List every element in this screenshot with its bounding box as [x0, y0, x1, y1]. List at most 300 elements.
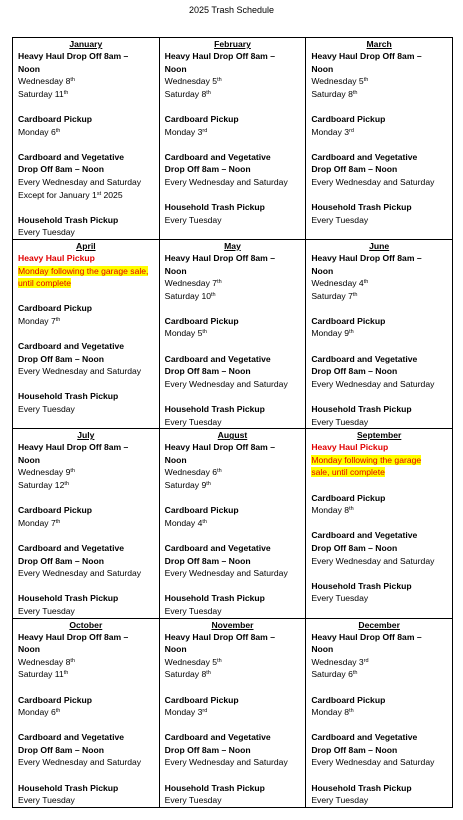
schedule-line: [311, 214, 447, 227]
schedule-text: Cardboard Pickup: [18, 303, 93, 314]
month-cell-february: [159, 38, 306, 240]
schedule-line: [18, 302, 154, 315]
schedule-text: Every Wednesday and Saturday: [164, 568, 288, 579]
schedule-row: [13, 239, 453, 428]
schedule-text: Every Wednesday and Saturday: [18, 366, 142, 377]
month-cell-april: [13, 239, 160, 428]
schedule-text: Wednesday 8: [18, 656, 71, 667]
schedule-text: Every Wednesday and Saturday: [311, 757, 435, 768]
schedule-line: [18, 605, 154, 618]
schedule-line: [165, 756, 301, 769]
schedule-text: Cardboard and Vegetative: [164, 542, 271, 553]
schedule-line: [165, 694, 301, 707]
schedule-text: Cardboard and Vegetative: [164, 151, 271, 162]
schedule-line: [18, 151, 154, 164]
schedule-text: Heavy Haul Drop Off 8am –: [18, 631, 129, 642]
ordinal-suffix: th: [202, 329, 207, 336]
schedule-line: [311, 327, 447, 340]
schedule-line: [18, 63, 154, 76]
schedule-line: [311, 63, 447, 76]
schedule-line: [18, 126, 154, 139]
spacer: [18, 492, 154, 505]
schedule-line: [165, 75, 301, 88]
schedule-line: [18, 479, 154, 492]
schedule-text: Cardboard Pickup: [18, 113, 93, 124]
spacer: [18, 201, 154, 214]
spacer: [165, 719, 301, 732]
schedule-line: [165, 605, 301, 618]
schedule-text: Every Wednesday and Saturday: [164, 757, 288, 768]
schedule-line: [311, 75, 447, 88]
schedule-text: Wednesday 4: [311, 278, 364, 289]
schedule-line: [311, 365, 447, 378]
schedule-line: [18, 504, 154, 517]
schedule-text: Every Tuesday: [311, 416, 369, 427]
ordinal-suffix: th: [206, 670, 211, 677]
schedule-line: [18, 353, 154, 366]
schedule-text: Drop Off 8am – Noon: [18, 164, 104, 175]
schedule-line: [311, 252, 447, 265]
spacer: [18, 327, 154, 340]
schedule-line: [165, 479, 301, 492]
schedule-text: Wednesday 8: [18, 76, 71, 87]
schedule-line: [165, 731, 301, 744]
schedule-text: Heavy Haul Drop Off 8am –: [164, 252, 275, 263]
month-cell-november: [159, 618, 306, 807]
schedule-line: [165, 656, 301, 669]
schedule-text: Drop Off 8am – Noon: [311, 164, 398, 175]
schedule-text: Every Tuesday: [18, 404, 75, 415]
month-heading: January: [69, 39, 103, 49]
schedule-line: [165, 466, 301, 479]
schedule-text: Wednesday 5: [164, 76, 218, 87]
ordinal-suffix: rd: [363, 657, 369, 664]
schedule-text: Every Tuesday: [18, 605, 75, 616]
month-heading: March: [366, 39, 392, 49]
schedule-text: Cardboard Pickup: [311, 113, 386, 124]
spacer: [165, 302, 301, 315]
schedule-line: [18, 88, 154, 101]
schedule-line: [18, 542, 154, 555]
schedule-text: Cardboard Pickup: [164, 113, 239, 124]
schedule-text: Drop Off 8am – Noon: [311, 744, 398, 755]
schedule-text: Saturday 12: [18, 480, 65, 490]
schedule-line: [165, 265, 301, 278]
schedule-row: [13, 618, 453, 807]
spacer: [18, 138, 154, 151]
schedule-line: [311, 265, 447, 278]
schedule-text: Household Trash Pickup: [164, 782, 265, 793]
month-heading: October: [69, 619, 103, 630]
schedule-line: [165, 327, 301, 340]
schedule-line: [18, 555, 154, 568]
schedule-text: Every Tuesday: [311, 593, 369, 604]
schedule-line: [18, 189, 154, 202]
schedule-text: Every Wednesday and Saturday: [18, 176, 142, 187]
spacer: [311, 340, 447, 353]
schedule-line: [165, 163, 301, 176]
schedule-line: [165, 517, 301, 530]
schedule-text: Drop Off 8am – Noon: [18, 353, 104, 364]
spacer: [18, 580, 154, 593]
schedule-text: Household Trash Pickup: [311, 202, 412, 213]
spacer: [165, 340, 301, 353]
schedule-line: [165, 176, 301, 189]
schedule-line: [18, 214, 154, 227]
schedule-line: [165, 592, 301, 605]
schedule-text: Monday 8: [311, 505, 350, 516]
schedule-text: Household Trash Pickup: [18, 782, 119, 793]
schedule-row: [13, 429, 453, 618]
schedule-text: Except for January 1: [18, 189, 97, 200]
schedule-text: Household Trash Pickup: [311, 580, 412, 591]
schedule-text: Drop Off 8am – Noon: [311, 542, 398, 553]
schedule-line: [311, 756, 447, 769]
schedule-line: [18, 176, 154, 189]
month-cell-december: [306, 618, 453, 807]
ordinal-suffix: th: [211, 291, 216, 298]
schedule-line: [165, 201, 301, 214]
schedule-line: [18, 441, 154, 454]
month-cell-july: [13, 429, 160, 618]
schedule-text: Wednesday 6: [164, 467, 218, 478]
spacer: [165, 580, 301, 593]
schedule-text: Cardboard Pickup: [311, 492, 386, 503]
schedule-line: [18, 365, 154, 378]
schedule-line: [165, 631, 301, 644]
schedule-line: [311, 555, 447, 568]
schedule-text: Every Tuesday: [164, 795, 222, 806]
schedule-line: [18, 731, 154, 744]
schedule-line: [311, 378, 447, 391]
schedule-line: [18, 631, 154, 644]
schedule-text: Every Wednesday and Saturday: [18, 568, 142, 579]
schedule-line: [165, 365, 301, 378]
schedule-text: Noon: [18, 454, 40, 465]
spacer: [311, 719, 447, 732]
spacer: [311, 567, 447, 580]
month-cell-january: [13, 38, 160, 240]
schedule-text: Drop Off 8am – Noon: [164, 366, 251, 377]
schedule-text: Every Tuesday: [164, 416, 222, 427]
schedule-text: Noon: [18, 644, 40, 655]
schedule-text: Monday 9: [311, 328, 350, 339]
schedule-text-suffix: 2025: [101, 189, 123, 200]
schedule-line: [165, 126, 301, 139]
schedule-text: Every Wednesday and Saturday: [164, 378, 288, 389]
month-cell-march: [306, 38, 453, 240]
schedule-line: [18, 390, 154, 403]
schedule-text: Every Wednesday and Saturday: [311, 176, 435, 187]
schedule-line: [311, 201, 447, 214]
schedule-text: Cardboard and Vegetative: [311, 530, 418, 541]
ordinal-suffix: th: [352, 291, 358, 298]
spacer: [18, 290, 154, 303]
schedule-text: Wednesday 3: [311, 656, 364, 667]
schedule-line: [311, 353, 447, 366]
ordinal-suffix: th: [363, 77, 369, 84]
schedule-text: Household Trash Pickup: [311, 782, 412, 793]
schedule-line: [165, 290, 301, 303]
month-cell-may: [159, 239, 306, 428]
schedule-text: Monday 6: [18, 126, 56, 137]
schedule-line: [18, 226, 154, 239]
spacer: [311, 390, 447, 403]
schedule-line: [18, 252, 154, 265]
month-heading: February: [214, 39, 251, 49]
schedule-line: [165, 403, 301, 416]
schedule-line: [165, 504, 301, 517]
schedule-line: [18, 756, 154, 769]
schedule-text: Every Wednesday and Saturday: [164, 176, 288, 187]
schedule-text: Monday 3: [164, 126, 203, 137]
schedule-line: [165, 542, 301, 555]
schedule-line: [165, 416, 301, 429]
schedule-text: Cardboard and Vegetative: [164, 353, 271, 364]
schedule-text: Cardboard and Vegetative: [18, 732, 125, 743]
schedule-text: Monday following the garage: [311, 454, 422, 465]
schedule-text: Drop Off 8am – Noon: [18, 744, 104, 755]
schedule-text: Saturday 9: [164, 480, 207, 490]
ordinal-suffix: th: [55, 127, 61, 134]
schedule-line: [165, 378, 301, 391]
ordinal-suffix: th: [349, 329, 354, 336]
schedule-line: [311, 782, 447, 795]
spacer: [311, 479, 447, 492]
schedule-text: Heavy Haul Drop Off 8am –: [18, 442, 129, 453]
schedule-text: Noon: [18, 63, 40, 74]
month-cell-september: [306, 429, 453, 618]
schedule-line: [165, 63, 301, 76]
schedule-line: [311, 643, 447, 656]
spacer: [18, 378, 154, 391]
schedule-line: [165, 441, 301, 454]
spacer: [18, 681, 154, 694]
page-title: 2025 Trash Schedule: [188, 5, 275, 15]
schedule-text: Monday 3: [311, 126, 350, 137]
schedule-line: [18, 592, 154, 605]
schedule-text: Monday 5: [164, 328, 203, 339]
month-heading: August: [217, 430, 248, 441]
ordinal-suffix: th: [63, 89, 69, 96]
schedule-text: Monday following the garage sale,: [18, 265, 149, 276]
spacer: [311, 100, 447, 113]
schedule-text: Monday 8: [311, 707, 350, 718]
schedule-text: Drop Off 8am – Noon: [311, 366, 398, 377]
ordinal-suffix: th: [363, 279, 369, 286]
schedule-text: Every Wednesday and Saturday: [18, 757, 142, 768]
schedule-text: Saturday 7: [311, 290, 353, 301]
schedule-line: [311, 631, 447, 644]
schedule-line: [165, 782, 301, 795]
schedule-line: [311, 656, 447, 669]
ordinal-suffix: th: [352, 89, 358, 96]
schedule-text: Cardboard Pickup: [164, 694, 239, 705]
schedule-line: [311, 290, 447, 303]
schedule-text: Saturday 8: [164, 88, 207, 99]
schedule-text: Noon: [311, 265, 334, 276]
schedule-text: Household Trash Pickup: [18, 214, 119, 225]
ordinal-suffix: rd: [202, 708, 208, 715]
schedule-table: [12, 37, 453, 808]
spacer: [165, 138, 301, 151]
spacer: [311, 517, 447, 530]
schedule-line: [165, 50, 301, 63]
schedule-line: [311, 163, 447, 176]
ordinal-suffix: th: [206, 481, 211, 487]
schedule-text: Cardboard Pickup: [164, 505, 239, 516]
schedule-text: Heavy Haul Drop Off 8am –: [164, 51, 275, 61]
schedule-text: Cardboard Pickup: [18, 694, 93, 705]
ordinal-suffix: th: [70, 657, 75, 664]
schedule-line: [165, 277, 301, 290]
schedule-text: Every Tuesday: [164, 214, 222, 225]
schedule-line: [165, 113, 301, 126]
ordinal-suffix: rd: [202, 127, 208, 134]
schedule-text: Wednesday 5: [311, 76, 364, 87]
spacer: [311, 769, 447, 782]
schedule-text: Monday 7: [18, 315, 56, 326]
schedule-line: [311, 50, 447, 63]
ordinal-suffix: th: [352, 670, 358, 677]
month-heading: December: [358, 619, 400, 630]
schedule-line: [165, 88, 301, 101]
schedule-line: [311, 744, 447, 757]
schedule-text: Heavy Haul Drop Off 8am –: [311, 51, 422, 61]
schedule-line: [165, 252, 301, 265]
schedule-line: [18, 643, 154, 656]
spacer: [311, 302, 447, 315]
ordinal-suffix: th: [349, 506, 354, 513]
schedule-text: Monday 3: [164, 707, 203, 718]
schedule-text: Every Wednesday and Saturday: [311, 378, 435, 389]
schedule-line: [311, 126, 447, 139]
schedule-line: [165, 668, 301, 681]
schedule-text: Monday 4: [164, 517, 203, 528]
schedule-line: [18, 50, 154, 63]
schedule-line: [165, 454, 301, 467]
schedule-text: Every Tuesday: [164, 605, 222, 616]
schedule-line: [18, 277, 154, 290]
month-cell-june: [306, 239, 453, 428]
spacer: [18, 719, 154, 732]
schedule-text: Cardboard and Vegetative: [311, 151, 418, 162]
schedule-text: Noon: [164, 265, 187, 276]
schedule-text: Saturday 8: [164, 669, 207, 680]
spacer: [165, 189, 301, 202]
schedule-line: [18, 744, 154, 757]
schedule-line: [18, 163, 154, 176]
ordinal-suffix: th: [217, 279, 222, 286]
month-heading: November: [211, 619, 254, 630]
schedule-line: [311, 694, 447, 707]
month-cell-october: [13, 618, 160, 807]
schedule-text: Cardboard and Vegetative: [18, 542, 125, 553]
schedule-line: [165, 353, 301, 366]
schedule-line: [18, 668, 154, 681]
schedule-line: [18, 706, 154, 719]
schedule-line: [18, 403, 154, 416]
schedule-line: [311, 668, 447, 681]
schedule-text: Household Trash Pickup: [311, 404, 412, 415]
schedule-line: [311, 403, 447, 416]
schedule-line: [311, 466, 447, 479]
ordinal-suffix: th: [206, 89, 211, 96]
schedule-line: [165, 151, 301, 164]
schedule-text: Wednesday 7: [164, 278, 218, 289]
schedule-line: [311, 794, 447, 807]
ordinal-suffix: th: [63, 670, 69, 677]
ordinal-suffix: th: [217, 657, 222, 664]
schedule-text: Cardboard Pickup: [311, 694, 386, 705]
schedule-line: [165, 555, 301, 568]
schedule-text: Drop Off 8am – Noon: [164, 555, 251, 566]
schedule-line: [311, 492, 447, 505]
schedule-line: [165, 794, 301, 807]
schedule-text: Household Trash Pickup: [164, 593, 265, 604]
schedule-line: [311, 731, 447, 744]
schedule-line: [311, 592, 447, 605]
schedule-line: [165, 744, 301, 757]
schedule-text: Household Trash Pickup: [164, 202, 265, 213]
schedule-text: Wednesday 9: [18, 467, 71, 478]
schedule-line: [18, 75, 154, 88]
spacer: [18, 529, 154, 542]
spacer: [18, 769, 154, 782]
ordinal-suffix: th: [349, 708, 354, 715]
schedule-line: [311, 176, 447, 189]
schedule-text: Noon: [164, 454, 187, 465]
schedule-line: [311, 416, 447, 429]
schedule-text: until complete: [18, 278, 72, 289]
schedule-text: Cardboard Pickup: [18, 505, 93, 516]
schedule-text: Noon: [311, 644, 334, 655]
schedule-text: Saturday 6: [311, 669, 353, 680]
schedule-text: Cardboard Pickup: [164, 315, 239, 326]
schedule-line: [18, 694, 154, 707]
schedule-text: Saturday 8: [311, 88, 353, 99]
ordinal-suffix: rd: [349, 127, 354, 134]
ordinal-suffix: th: [70, 468, 75, 475]
ordinal-suffix: th: [55, 518, 61, 525]
schedule-line: [18, 315, 154, 328]
schedule-text: Every Tuesday: [311, 214, 369, 225]
schedule-text: sale, until complete: [311, 467, 385, 478]
schedule-text: Household Trash Pickup: [18, 593, 119, 604]
ordinal-suffix: th: [202, 518, 207, 525]
schedule-line: [311, 542, 447, 555]
schedule-text: Noon: [164, 63, 187, 74]
month-cell-august: [159, 429, 306, 618]
spacer: [18, 100, 154, 113]
schedule-text: Drop Off 8am – Noon: [164, 164, 251, 175]
schedule-line: [18, 340, 154, 353]
schedule-text: Monday 7: [18, 517, 56, 528]
month-heading: September: [356, 430, 402, 441]
schedule-text: Every Tuesday: [311, 795, 369, 806]
schedule-line: [311, 151, 447, 164]
schedule-line: [18, 265, 154, 278]
schedule-line: [311, 441, 447, 454]
schedule-text: Monday 6: [18, 707, 56, 718]
schedule-text: Noon: [164, 644, 187, 655]
schedule-text: Cardboard Pickup: [311, 315, 386, 326]
schedule-line: [18, 517, 154, 530]
schedule-line: [18, 782, 154, 795]
schedule-text: Cardboard and Vegetative: [311, 732, 418, 743]
schedule-line: [311, 529, 447, 542]
ordinal-suffix: th: [55, 708, 61, 715]
